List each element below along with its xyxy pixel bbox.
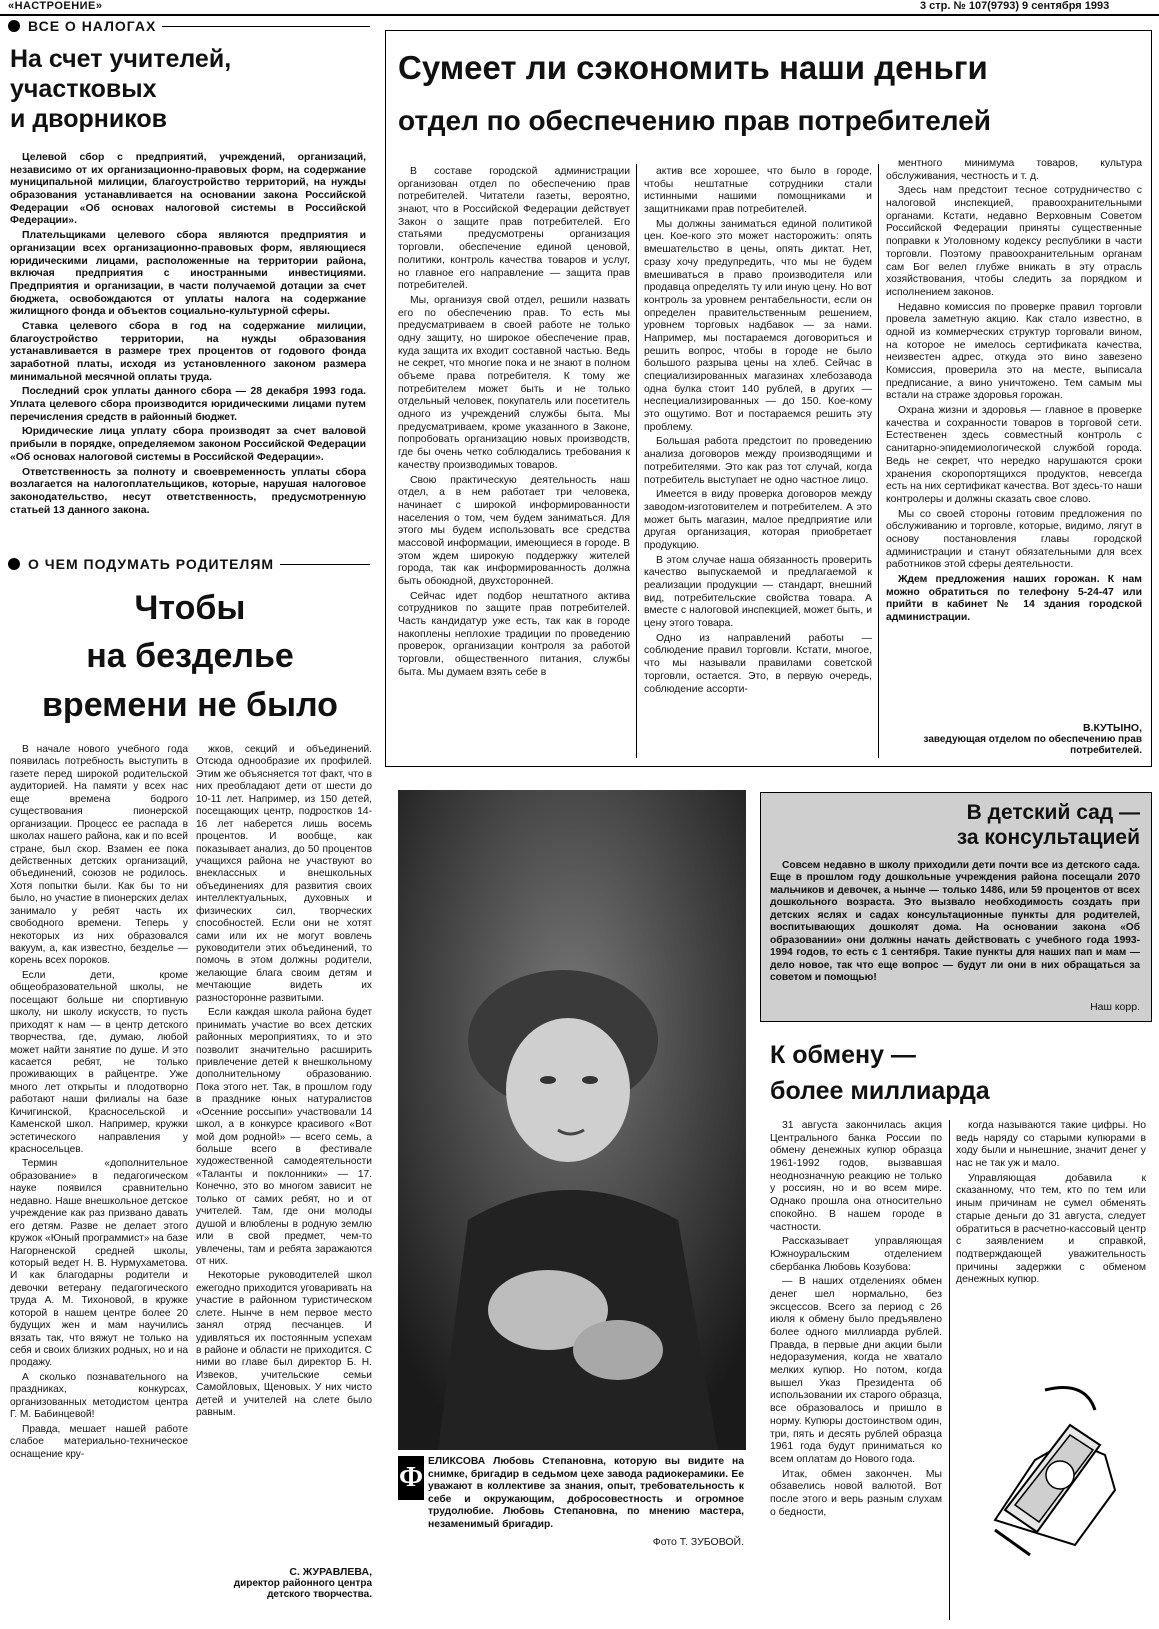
- column-divider: [949, 1120, 950, 1620]
- exchange-col-1: 31 августа закончилась акция Центрального банка России по обмену денежных купюр образца 1961-1992 годов, вызвавшая неоднозначную реакцию не только у россиян, но и во всем мире. Однако прошла она относительно спокойно. В нашем городе в частности. Рассказывает управляющая Южноуральским отделением сбербанка Любовь Козубова: — В наших отделениях обмен денег шел нормально, без эксцессов. Всего за период с 26 июля к обмену было предъявлено более одного миллиарда рублей. Правда, в первые дни акции были недоразумения, когда не хватало мелких купюр. Но потом, когда вышел Указ Президента об использовании их старого образца, все образовалось и пришло в норму. Купюры достоинством один, три, пять и десять рублей образца 1961 года будут приниматься ко всем оплатам до Нового года. Итак, обмен закончен. Мы обзавелись новой валютой. Вот после этого и верь разным слухам о бедности,: [770, 1120, 942, 1518]
- hand-with-money-illustration: [975, 1370, 1135, 1560]
- consumer-col-1: В составе городской администрации организован отдел по обеспечению прав потребителей. Читатели газеты, вероятно, знают, что в Российской Федерации действует Закон о защите прав потребителей. Его статьями предусмотрены организация торговли, обеспечение единой ценовой, политики, контроль качества товаров и услуг, но главное его направление — защита прав потребителей. Мы, организуя свой отдел, решили назвать его по обеспечению прав. То есть мы предусматриваем в своей работе не только одну защиту, но широкое обеспечение прав, куда защита их входит составной частью. Ведь не секрет, что многие пока и не знают в полном объеме права потребителя. К тому же потребителем может быть и не только отдельный человек, покупатель или посетитель одного из учреждений службы быта. Мы предусматриваем, кроме указанного в Законе, попробовать организацию новых производств, где бы очень четко соблюдались требования к качеству производимых товаров. Свою практическую деятельность наш отдел, а в нем работает три человека, начинает с широкой информированности населения о том, чем будем заниматься. Для этого мы будем использовать все средства массовой информации, имеющиеся в городе. В этом ждем широкую поддержку жителей города, так как информированность должна быть обоюдной, двухсторонней. Сейчас идет подбор нештатного актива сотрудников по защите прав потребителей. Часть кандидатур уже есть, так как в городе накоплены неплохие традиции по проведению проверок, организации контроля за работой торговли, общественного питания, службы быта. Мы думаем взять себе в: [398, 166, 630, 678]
- exchange-col-2: когда называются такие цифры. Но ведь наряду со старыми купюрами в ходу были и нынешние, значит денег у нас не так уж и мало. Управляющая добавила к сказанному, что тем, кто по тем или иным причинам не сумел обменять старые деньги до 31 августа, следует обратиться в расчетно-кассовый центр с заявлением и справкой, подтверждающей уважительность причины задержки с обменом денежных купюр.: [956, 1120, 1146, 1286]
- bullet-icon: [8, 558, 20, 570]
- parents-col-2: жков, секций и объединений. Отсюда однообразие их профилей. Этим же объясняется тот факт, что в них преобладают дети от шести до 10-11 лет. Например, из 150 детей, посещающих центр, подростков 14-16 лет наберется лишь восемь процентов. И вообще, как показывает анализ, до 50 процентов учащихся района не участвуют во внеклассных и внешкольных объединениях для развития своих интеллектуальных, духовных и физических сил, творческих способностей. Если они не хотят сами или их не могут вовлечь руководители этих объединений, то помочь в этом должны родители, желающие блага своим детям и мечтающие видеть их разносторонне развитыми. Если каждая школа района будет принимать участие во всех детских районных мероприятиях, то и это позволит значительно расширить привлечение детей к внешкольному дополнительному образованию. Пока этого нет. Так, в прошлом году в празднике юных натуралистов «Осенние россыпи» участвовали 14 школ, а в конкурсе красивого «Вот мой дом родной!» — всего семь, а больше всего в фестивале художественной самодеятельности «Таланты и поклонники» — 17. Конечно, это во многом зависит не только от самих ребят, но и от учителей. Там, где они молоды душой и влюблены в родную землю или в свой предмет, чем-то увлечены, там и ребята заражаются от них. Некоторые руководителей школ ежегодно приходится уговаривать на участие в районном туристическом слете. Нынче в нем первое место занял отряд песчанцев. И удивляться их постоянным успехам в районе и области не приходится. С ними во главе был директор Б. Н. Извеков, учительские семьи Самойловых, Щеновых. У них чисто детей и учителей на слете было равным.: [196, 744, 372, 1419]
- consumer-headline: Сумеет ли сэкономить наши деньги: [398, 49, 988, 86]
- tax-body: Целевой сбор с предприятий, учреждений, организаций, независимо от их организационно-правовых форм, на содержание муниципальной милиции, благоустройство территорий, на нужды образования устанавливается на основании закона Российской Федерации «Об основах налоговой системы в Российской Федерации». Плательщиками целевого сбора являются предприятия и организации всех организационно-правовых форм, являющиеся юридическими лицами, расположенные на территории района, включая предприятия с иностранными инвестициями. Предприятия и организации, в части получаемой дотации за счет бюджета, освобождаются от уплаты налога на содержание жилищного фонда и объектов социально-культурной сферы. Ставка целевого сбора в год на содержание милиции, благоустройство территории, на нужды образования устанавливается в размере трех процентов от годового фонда заработной платы, исходя из установленного законом размера минимальной месячной оплаты труда. Последний срок уплаты данного сбора — 28 декабря 1993 года. Уплата целевого сбора производится юридическими лицами путем перечисления средств в районный бюджет. Юридические лица уплату сбора производят за счет валовой прибыли в порядке, определяемом законом Российской Федерации «Об основах налоговой системы в Российской Федерации». Ответственность за полноту и своевременность уплаты сбора возлагается на налогоплательщиков, которые, нарушая налоговое законодательство, несут ответственность, предусмотренную статьей 13 данного закона.: [10, 152, 366, 516]
- exchange-headline: К обмену — более миллиарда: [770, 1041, 990, 1105]
- consumer-col-3: ментного минимума товаров, культура обслуживания, честность и т. д. Здесь нам предстоит тесное сотрудничество с налоговой инспекцией, правоохранительными органами. Кстати, недавно Верховным Советом Российской Федерации приняты существенные поправки к Уголовному кодексу республики в части торговли. Поэтому правоохранительным органам сам Бог велел глубже вникать в эту отрасль хозяйствования, чтобы следить за порядком и исполнением законов. Недавно комиссия по проверке правил торговли провела заметную акцию. Как стало известно, в одной из коммерческих структур торговали вином, на которое не имелось сертификата качества, неизвестен адрес, откуда это вино завезено Комиссия, проверила это на месте, выписала предписание, а вино уничтожено. Тем самым мы встали на страже здоровья горожан. Охрана жизни и здоровья — главное в проверке качества и сохранности товаров в торговой сети. Естественен здесь совместный контроль с санитарно-эпидемиологической службой города. Ведь не секрет, что нередко нарушаются сроки хранения скоропортящихся продуктов, невсегда есть на них сертификат качества. Вот здесь-то наши контролеры и должны сказать свое слово. Мы со своей стороны готовим предложения по обслуживанию и торговле, которые, видимо, лягут в основу постановления главы городской администрации и станут обязательными для всех работников этой сферы деятельности. Ждем предложения наших горожан. К нам можно обратиться по телефону 5-24-47 или прийти в кабинет № 14 здания городской администрации.: [886, 158, 1142, 624]
- rubric-taxes: ВСЕ О НАЛОГАХ: [8, 18, 370, 34]
- caption-initial: Ф: [398, 1456, 424, 1500]
- rubric-parents: О ЧЕМ ПОДУМАТЬ РОДИТЕЛЯМ: [8, 556, 370, 572]
- parents-signature: С. ЖУРАВЛЕВА, директор районного центра детского творчества.: [233, 1566, 372, 1600]
- parents-col-1: В начале нового учебного года появилась потребность выступить в газете перед широкой родительской аудиторией. На памяти у всех нас еще времена бодрого существования пионерской организации. Процесс ее распада в школах нашего района, как и по всей стране, был скор. Взамен ее пока действенных детских организаций, объединений, союзов не родилось. Хотя попытки были. Как бы то ни было, но участие в пионерских делах занимало у ребят часть их свободного времени. Теперь у некоторых из них образовался вакуум, а, как известно, безделье — корень всех пороков. Если дети, кроме общеобразовательной школы, не посещают больше ни спортивную школу, ни школу искусств, то пусть приходят к нам — в центр детского творчества, где, думаю, любой может найти занятие по душе. И это касается ребят, не только проживающих в райцентре. Уже много лет открыты и плодотворно работают наши филиалы на базе Кичигинской, Красносельской и Каменской школ. Например, кружки эстетического направления у красносельцев. Термин «дополнительное образование» в педагогическом науке появился сравнительно недавно. Наше внешкольное детское учреждение как раз призвано давать его детям. Разве не делает этого кружок «Юный программист» на базе Нагорненской средней школы, который ведет Н. В. Нурмухаметова. И как благодарны родители и девочки ветерану педагогического труда А. М. Тихоновой, в кружке которой в нашем центре более 20 будущих жен и мам научились вязать так, что вяжут не только на себя и своих близких родных, но и на продажу. А сколько познавательного на праздниках, конкурсах, организованных методистом центра Г. М. Бабинцевой! Правда, мешает нашей работе слабое материально-техническое оснащение кру-: [10, 744, 188, 1460]
- consumer-subheadline: отдел по обеспечению прав потребителей: [398, 105, 991, 136]
- portrait-photo: [398, 790, 746, 1450]
- kindergarten-body: Совсем недавно в школу приходили дети почти все из детского сада. Еще в прошлом году дошкольные учреждения района посещали 2070 мальчиков и девочек, а нынче — только 1486, или 59 процентов от всех дошкольного возраста. Это вызвало необходимость создать при детских яслях и садах консультационные пункты для родителей, воспитывающих дошколят дома. На основании закона «Об образовании» они должны начать действовать с учебного года 1993-1994 годов, то есть с 1 сентября. Такие пункты для наших пап и мам — дело новое, так что еще вопрос — будут ли они в них обращаться за советом и помощью!: [770, 860, 1140, 983]
- newspaper-name: «НАСТРОЕНИЕ»: [8, 0, 103, 12]
- photo-credit: Фото Т. ЗУБОВОЙ.: [652, 1536, 744, 1548]
- column-divider: [878, 164, 879, 758]
- bullet-icon: [8, 20, 20, 32]
- tax-headline: На счет учителей, участковых и дворников: [10, 45, 232, 133]
- consumer-col-2: актив все хорошее, что было в городе, чтобы нештатные сотрудники стали истинными нашими помощниками и защитниками прав потребителей. Мы должны заниматься единой политикой цен. Кое-кого это может насторожить: опять вмешательство в цены, опять диктат. Нет, сразу хочу предупредить, что мы не будем вмешиваться в право производителя или продавца определять ту или иную цену. Но вот контроль за уровнем рентабельности, если он определен правительственным решением, уровнем торговых надбавок — за нами. Например, мы постараемся договориться и решить вопрос, чтобы в городе не было большого разрыва цены на хлеб. Сейчас в специализированных магазинах хлебозавода одна булка стоит 140 рублей, в других — неспециализированных — до 150. Кое-кому это ощутимо. Вот и постараемся решить эту проблему. Большая работа предстоит по проведению анализа договоров между производящими и потребителями. Это как раз тот случай, когда потребитель выступает не одно частное лицо. Имеется в виду проверка договоров между заводом-изготовителем и потребителем. А это может быть магазин, малое предприятие или другая организация, которая приобретает продукцию. В этом случае наша обязанность проверить качество выпускаемой и предлагаемой к реализации продукции — стандарт, внешний вид, потребительские свойства товара. А вместе с налоговой инспекцией, может быть, и цену этого товара. Одно из направлений работы — соблюдение правил торговли. Кстати, многое, что мы называли правилами советской торговли, остается. Это, в первую очередь, соблюдение ассорти-: [644, 166, 872, 695]
- consumer-signature: В.КУТЫНО, заведующая отделом по обеспечению прав потребителей.: [923, 722, 1142, 756]
- kindergarten-headline: В детский сад — за консультацией: [956, 801, 1140, 850]
- issue-info: 3 стр. № 107(9793) 9 сентября 1993: [920, 0, 1110, 12]
- column-divider: [636, 164, 637, 758]
- portrait-photo-drawing: [398, 790, 746, 1450]
- kindergarten-credit: Наш корр.: [1090, 1001, 1140, 1013]
- parents-headline: Чтобы на безделье времени не было: [42, 589, 338, 724]
- photo-caption: ЕЛИКСОВА Любовь Степановна, которую вы видите на снимке, бригадир в седьмом цехе завода радиокерамики. Ее уважают в коллективе за знания, опыт, требовательность к себе и окружающим, добросовестность и огромное трудолюбие. Любовь Степановна, по мнению мастера, незаменимый бригадир.: [428, 1456, 744, 1530]
